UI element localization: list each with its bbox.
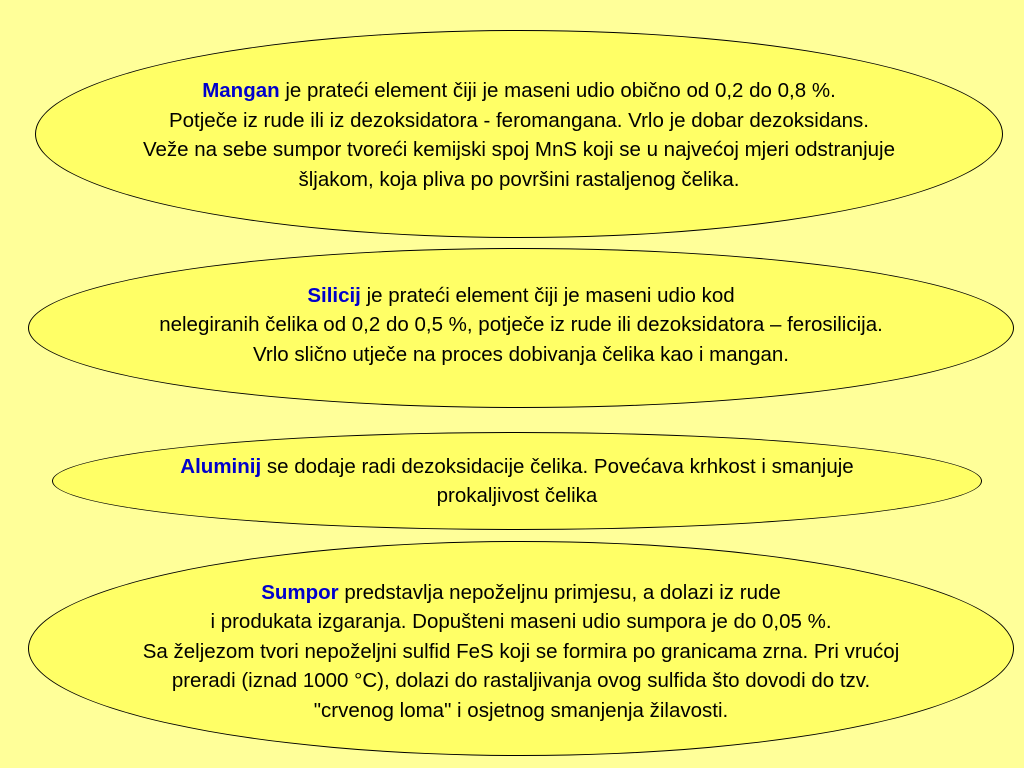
line-text: je prateći element čiji je maseni udio obično od 0,2 do 0,8 %. [279, 79, 836, 102]
mangan-text [143, 76, 895, 194]
aluminij-ellipse [52, 432, 982, 530]
text-line: i produkata izgaranja. Dopušteni maseni udio sumpora je do 0,05 %. [210, 610, 832, 634]
text-line: Sa željezom tvori nepoželjni sulfid FeS koji se formira po granicama zrna. Pri vrućoj [142, 639, 900, 663]
text-line: "crvenog loma" i osjetnog smanjenja žilavosti. [313, 698, 729, 722]
silicij-ellipse [28, 248, 1014, 408]
text-line: Veže na sebe sumpor tvoreći kemijski spoj MnS koji se u najvećoj mjeri odstranjuje [142, 138, 895, 161]
sumpor-ellipse [28, 541, 1014, 756]
keyword-mangan: Mangan [202, 79, 280, 102]
text-line: šljakom, koja pliva po površini rastaljenog čelika. [298, 167, 740, 191]
line-text: je prateći element čiji je maseni udio kod [360, 283, 735, 307]
line-text: se dodaje radi dezoksidacije čelika. Povećava krhkost i smanjuje [261, 454, 854, 478]
sumpor-text [143, 578, 900, 726]
text-line: prokaljivost čelika [436, 484, 598, 507]
text-line [180, 452, 853, 482]
aluminij-text [180, 452, 853, 511]
keyword-aluminij: Aluminij [180, 454, 262, 478]
text-line [143, 578, 900, 608]
text-line: preradi (iznad 1000 °C), dolazi do rastaljivanja ovog sulfida što dovodi do tzv. [171, 669, 871, 693]
mangan-ellipse [35, 30, 1003, 238]
line-text: predstavlja nepoželjnu primjesu, a dolazi iz rude [338, 580, 781, 604]
text-line: nelegiranih čelika od 0,2 do 0,5 %, potječe iz rude ili dezoksidatora – ferosilicija. [159, 313, 883, 337]
text-line: Potječe iz rude ili iz dezoksidatora - feromangana. Vrlo je dobar dezoksidans. [168, 108, 870, 132]
text-line: Vrlo slično utječe na proces dobivanja čelika kao i mangan. [253, 342, 789, 366]
text-line [159, 281, 883, 311]
keyword-sumpor: Sumpor [261, 580, 339, 604]
keyword-silicij: Silicij [307, 283, 361, 307]
text-line [143, 76, 895, 106]
silicij-text [159, 281, 883, 370]
